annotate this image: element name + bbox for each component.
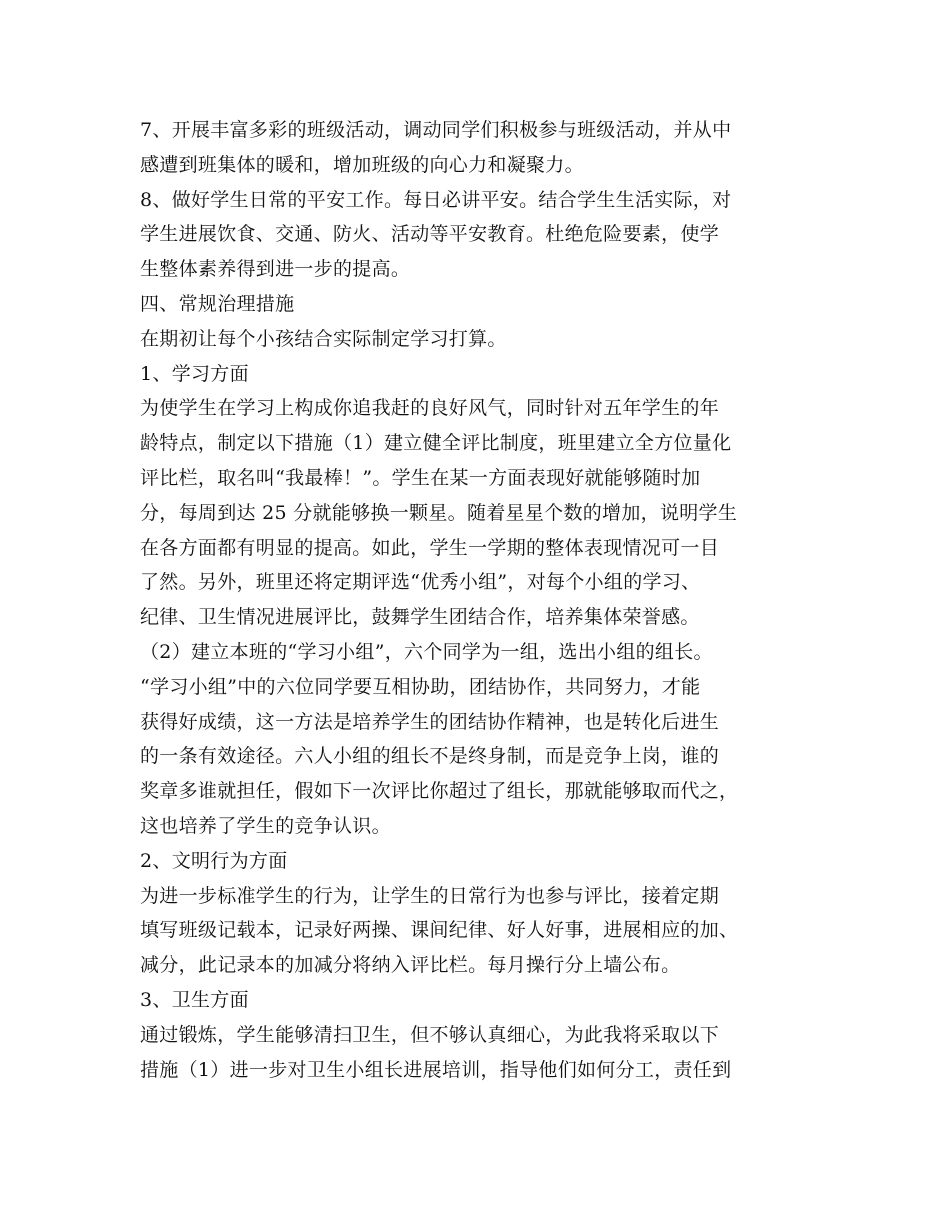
- text-line: 在期初让每个小孩结合实际制定学习打算。: [140, 327, 507, 350]
- text-line: 为进一步标准学生的行为，让学生的日常行为也参与评比，接着定期: [140, 884, 720, 907]
- text-line: “学习小组”中的六位同学要互相协助，团结协作，共同努力，才能: [140, 675, 701, 698]
- text-line: 了然。另外，班里还将定期评选“优秀小组”，对每个小组的学习、: [140, 571, 701, 594]
- text-line: 学生进展饮食、交通、防火、活动等平安教育。杜绝危险要素，使学: [140, 223, 720, 246]
- subsection-heading: 3、卫生方面: [140, 988, 249, 1011]
- document-body: [140, 113, 830, 1087]
- text-line: 为使学生在学习上构成你追我赶的良好风气，同时针对五年学生的年: [140, 397, 720, 420]
- text-line: 纪律、卫生情况进展评比，鼓舞学生团结合作，培养集体荣誉感。: [140, 606, 700, 629]
- text-line: 8、做好学生日常的平安工作。每日必讲平安。结合学生生活实际，对: [140, 188, 732, 211]
- subsection-heading: 2、文明行为方面: [140, 849, 288, 872]
- text-line: 通过锻炼，学生能够清扫卫生，但不够认真细心，为此我将采取以下: [140, 1023, 720, 1046]
- text-line: 的一条有效途径。六人小组的组长不是终身制，而是竞争上岗，谁的: [140, 745, 720, 768]
- text-line: 获得好成绩，这一方法是培养学生的团结协作精神，也是转化后进生: [140, 710, 720, 733]
- text-line: 分，每周到达 25 分就能够换一颗星。随着星星个数的增加，说明学生: [140, 501, 738, 524]
- text-line: 这也培养了学生的竞争认识。: [140, 814, 391, 837]
- text-line: 7、开展丰富多彩的班级活动，调动同学们积极参与班级活动，并从中: [140, 119, 732, 141]
- text-line: 龄特点，制定以下措施（1）建立健全评比制度，班里建立全方位量化: [140, 432, 732, 455]
- text-line: 奖章多谁就担任，假如下一次评比你超过了组长，那就能够取而代之，: [140, 780, 739, 803]
- text-line: 评比栏，取名叫“我最棒！”。学生在某一方面表现好就能够随时加: [140, 466, 701, 489]
- section-heading: 四、常规治理措施: [140, 292, 295, 315]
- text-line: 减分，此记录本的加减分将纳入评比栏。每月操行分上墙公布。: [140, 954, 681, 977]
- text-line: 感遭到班集体的暖和，增加班级的向心力和凝聚力。: [140, 153, 584, 176]
- text-line: （2）建立本班的“学习小组”，六个同学为一组，选出小组的组长。: [140, 640, 713, 663]
- text-line: 填写班级记载本，记录好两操、课间纪律、好人好事，进展相应的加、: [140, 919, 739, 942]
- subsection-heading: 1、学习方面: [140, 362, 249, 385]
- text-line: 生整体素养得到进一步的提高。: [140, 258, 411, 281]
- text-line: 在各方面都有明显的提高。如此，学生一学期的整体表现情况可一目: [140, 536, 720, 559]
- text-line: 措施（1）进一步对卫生小组长进展培训，指导他们如何分工，责任到: [140, 1058, 732, 1081]
